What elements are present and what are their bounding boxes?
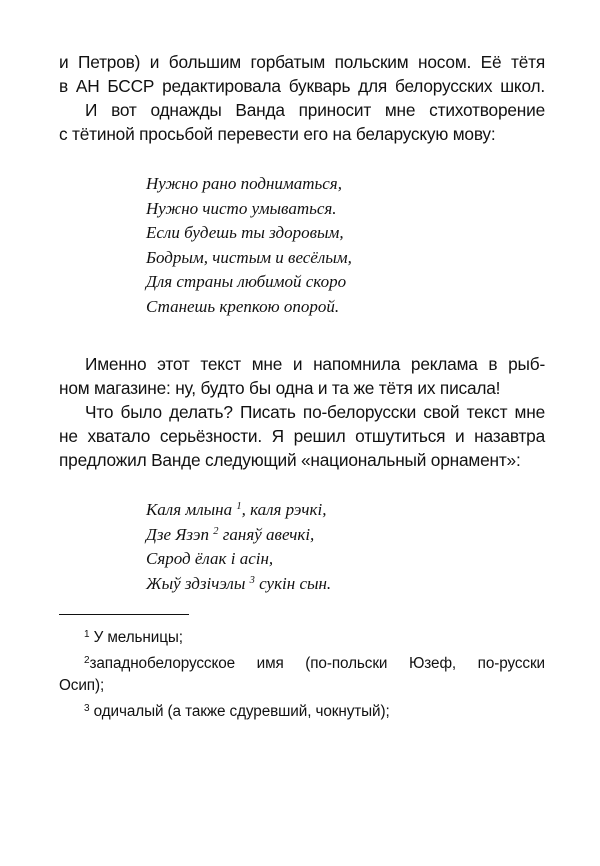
footnote-2-mark: 2 — [84, 654, 90, 666]
footnote-3 — [59, 701, 545, 724]
paragraph-2 — [59, 98, 545, 146]
footnote-2 — [59, 653, 545, 698]
poem-2-line-4 — [146, 572, 545, 597]
footnote-ref-3: 3 — [249, 574, 255, 586]
footnote-ref-1: 1 — [236, 501, 242, 512]
footnote-2-line-2: Осип); — [59, 677, 105, 694]
footnote-1-mark: 1 — [84, 629, 90, 640]
book-page — [59, 50, 545, 723]
poem-2-line-4-text-b: сукін сын. — [254, 573, 332, 593]
footnote-3-text: одичалый (а также сдуревший, чокнутый); — [93, 702, 390, 720]
footnote-1-text: У мельницы; — [93, 629, 183, 646]
poem-1 — [59, 172, 545, 319]
poem-2-line-1-text-b: , каля рэчкі, — [241, 500, 327, 519]
paragraph-4-line-3: предложил Ванде следующий «национальный орнамент»: — [59, 450, 521, 470]
paragraph-1-line-2: в АН БССР редактировала букварь для белорусских школ. — [59, 76, 545, 96]
footnote-2-line-1 — [59, 653, 545, 676]
paragraph-4 — [59, 400, 545, 472]
poem-2-line-3: Сярод ёлак і асін, — [146, 549, 274, 568]
footnote-divider — [59, 614, 189, 615]
paragraph-3-line-2: ном магазине: ну, будто бы одна и та же тётя их писала! — [59, 378, 501, 398]
footnote-1 — [59, 627, 545, 650]
poem-1-line-2: Нужно чисто умываться. — [146, 198, 337, 218]
paragraph-2-line-1: И вот однажды Ванда приносит мне стихотворение — [85, 100, 545, 120]
poem-1-line-3: Если будешь ты здоровым, — [146, 223, 344, 242]
paragraph-3-line-1: Именно этот текст мне и напомнила реклама в рыб- — [85, 354, 545, 374]
poem-1-line-1: Нужно рано подниматься, — [146, 174, 342, 193]
footnote-2-text-line-1: западнобелорусское имя (по-польски Юзеф, по-русски — [89, 654, 545, 672]
poem-1-line-5: Для страны любимой скоро — [146, 272, 347, 291]
poem-2 — [59, 498, 545, 596]
poem-2-line-2-text-b: ганяў авечкі, — [218, 524, 315, 544]
poem-1-line-4: Бодрым, чистым и весёлым, — [146, 247, 352, 267]
poem-2-line-2-text-a: Дзе Язэп — [146, 524, 214, 544]
poem-2-line-4-text-a: Жыў здзічэлы — [146, 573, 250, 593]
paragraph-2-line-2: с тётиной просьбой перевести его на беларускую мову: — [59, 124, 496, 144]
poem-2-line-1 — [146, 498, 545, 523]
footnote-3-mark: 3 — [84, 702, 90, 714]
paragraph-3 — [59, 352, 545, 400]
poem-2-line-1-text-a: Каля млына — [146, 500, 237, 519]
footnote-ref-2: 2 — [213, 525, 219, 537]
poem-1-line-6: Станешь крепкою опорой. — [146, 296, 340, 316]
paragraph-4-line-2: не хватало серьёзности. Я решил отшутиться и назавтра — [59, 426, 545, 446]
paragraph-1-line-1: и Петров) и большим горбатым польским носом. Её тётя — [59, 52, 545, 72]
paragraph-1 — [59, 50, 545, 98]
poem-2-line-2 — [146, 523, 545, 548]
paragraph-4-line-1: Что было делать? Писать по-белорусски свой текст мне — [85, 402, 545, 422]
